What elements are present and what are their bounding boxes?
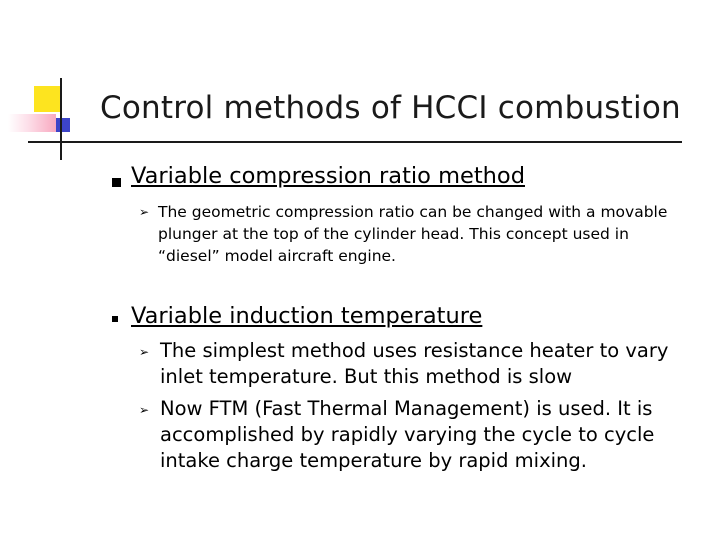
square-bullet-icon [112,178,121,187]
title-underline-rule [28,141,682,143]
list-item-induction-2: Now FTM (Fast Thermal Management) is used. It is accomplished by rapidly varying the cycle to cycle intake charge temperature by rapid mixing. [160,397,655,472]
arrowhead-bullet-icon: ➢ [139,403,150,417]
decor-yellow-square [34,86,60,112]
decor-pink-block [8,114,56,132]
decor-vertical-line [60,78,62,160]
section-heading-induction: Variable induction temperature [131,303,483,329]
arrowhead-bullet-icon: ➢ [139,205,150,219]
slide-title: Control methods of HCCI combustion [100,90,681,126]
section-heading-compression: Variable compression ratio method [131,163,525,189]
square-bullet-icon [112,316,118,322]
decor-blue-square [56,118,70,132]
list-item-compression-1: The geometric compression ratio can be changed with a movable plunger at the top of the cylinder head. This concept used in “diesel” model aircraft engine. [158,203,668,265]
arrowhead-bullet-icon: ➢ [139,345,150,359]
list-item-induction-1: The simplest method uses resistance heater to vary inlet temperature. But this method is slow [160,339,669,388]
